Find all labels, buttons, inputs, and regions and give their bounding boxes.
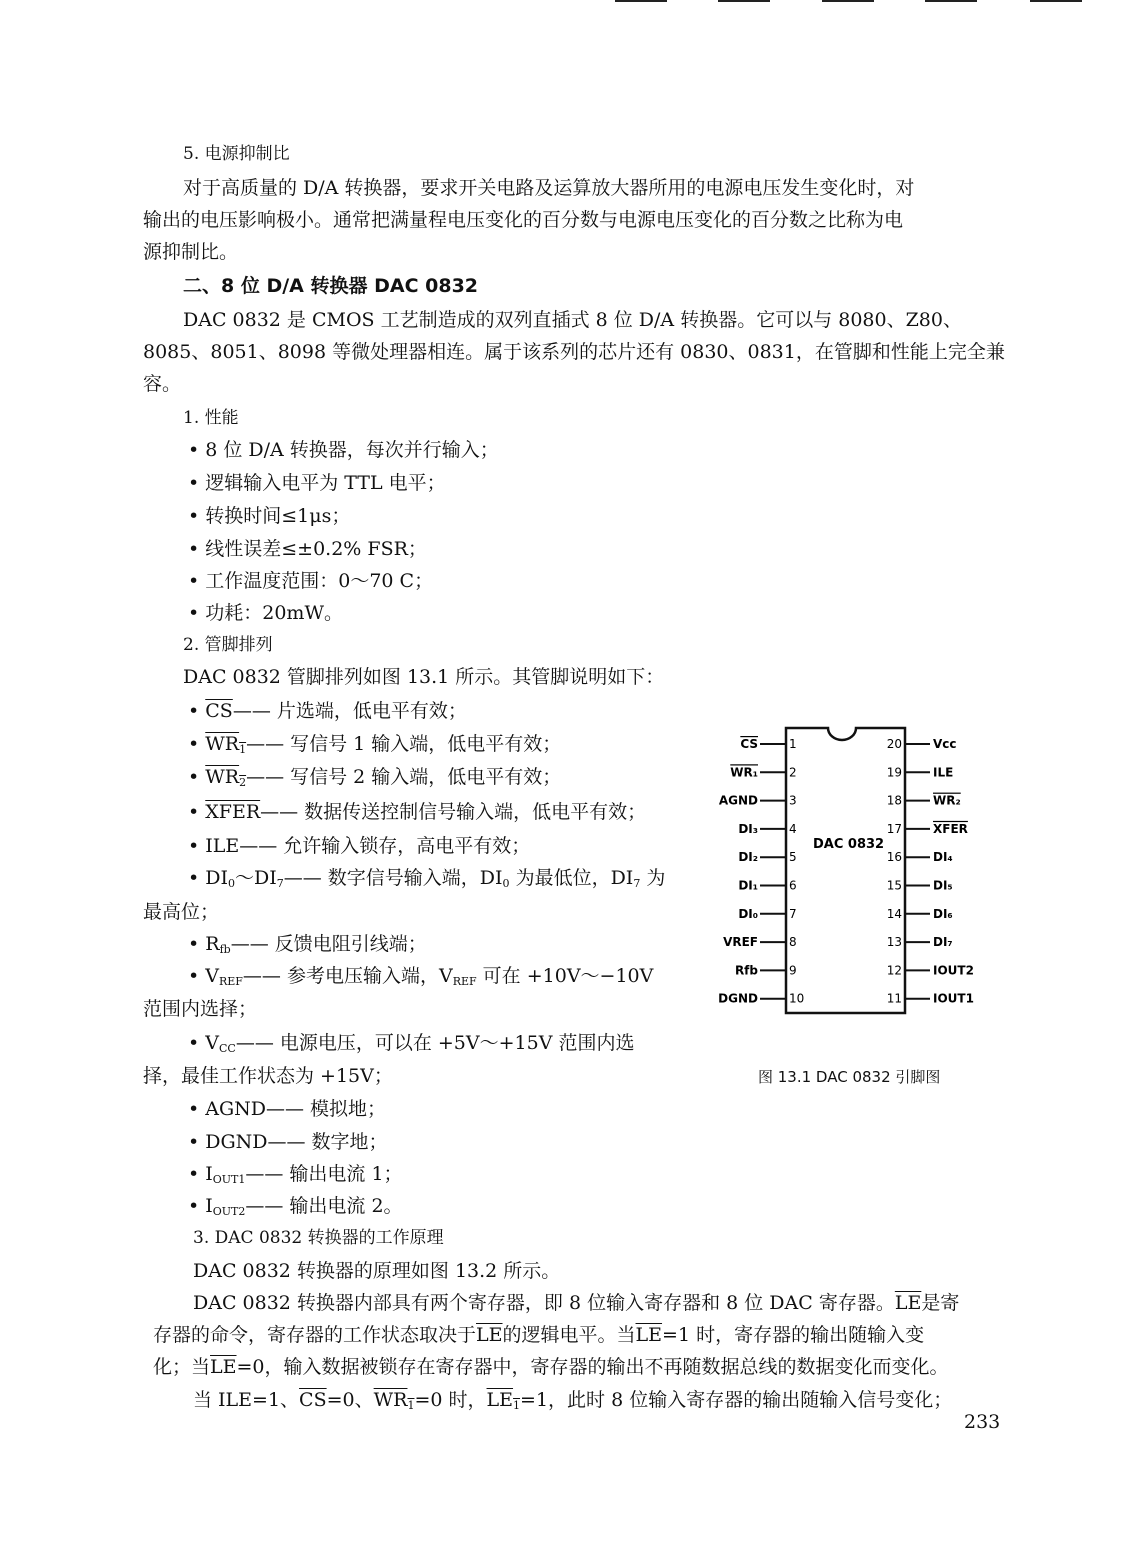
pin-number: 18 [886, 793, 902, 808]
top-rule [822, 0, 874, 2]
wr2-sub: 2 [239, 776, 247, 789]
di-a: • DI [188, 867, 228, 889]
iout2-s: OUT2 [212, 1205, 246, 1218]
top-rule [615, 0, 667, 2]
perf-item: • 功耗：20mW。 [188, 602, 343, 624]
pin-number: 10 [789, 991, 805, 1006]
section3-p3 [153, 1323, 924, 1347]
wr1-term [374, 1389, 415, 1411]
pin-label: DI₇ [933, 935, 953, 950]
vref-s: REF [218, 975, 243, 988]
le1-term [487, 1389, 521, 1411]
section-heading: 二、8 位 D/A 转换器 DAC 0832 [183, 275, 479, 297]
pin-label: XFER [933, 821, 968, 836]
pin-desc-di [188, 866, 665, 890]
vref-b: —— 参考电压输入端，V [242, 965, 453, 987]
pin-label: ILE [933, 765, 954, 780]
rfb-b: —— 反馈电阻引线端； [230, 933, 427, 955]
vcc-b: —— 电源电压，可以在 +5V～+15V 范围内选 [235, 1032, 635, 1054]
perf-item: • 工作温度范围：0～70 C； [188, 570, 434, 592]
figure-caption: 图 13.1 DAC 0832 引脚图 [758, 1068, 941, 1086]
section2-para-line: 容。 [143, 373, 182, 395]
section5-para-line: 对于高质量的 D/A 转换器，要求开关电路及运算放大器所用的电源电压发生变化时，对 [183, 177, 915, 199]
le1-label: LE [486, 1389, 514, 1411]
di-e: 为 [640, 867, 666, 889]
pin-label: Vcc [933, 737, 957, 751]
pin-label: DI₄ [933, 850, 953, 865]
p5b: =0、 [326, 1389, 374, 1411]
pin-number: 5 [789, 850, 797, 865]
wr1-desc: —— 写信号 1 输入端，低电平有效； [246, 733, 562, 755]
section3-p4 [153, 1355, 949, 1379]
top-rule [718, 0, 770, 2]
wr-term-label: WR [373, 1389, 408, 1411]
vref-c: 可在 +10V～−10V [476, 965, 654, 987]
section2-para-line: 8085、8051、8098 等微处理器相连。属于该系列的芯片还有 0830、0831，在管脚和性能上完全兼 [143, 341, 1005, 363]
pin-label: AGND [718, 793, 758, 808]
perf-item: • 转换时间≤1μs； [188, 505, 351, 527]
pin-number: 14 [886, 906, 902, 921]
iout2-a: • I [188, 1195, 213, 1217]
left-pins [718, 737, 804, 1006]
pin-number: 3 [789, 793, 797, 808]
pin-number: 16 [886, 850, 902, 865]
xfer-name: XFER [205, 801, 261, 823]
rfb-s: fb [219, 943, 231, 956]
cs-term: $\overline{CS}$ [299, 1389, 327, 1411]
le1-sub: 1 [513, 1399, 521, 1412]
pin-label: IOUT2 [933, 963, 974, 978]
p4a: 化；当 [153, 1356, 211, 1378]
pin-number: 17 [886, 821, 902, 836]
wr2-name [205, 766, 246, 788]
page-number: 233 [964, 1411, 1001, 1433]
pin-label: WR₂ [933, 793, 961, 808]
vcc-a: • V [188, 1032, 219, 1054]
perf-item: • 线性误差≤±0.2% FSR； [188, 538, 427, 560]
pin-number: 6 [789, 878, 797, 893]
iout1-s: OUT1 [212, 1173, 246, 1186]
wr1-label: WR [205, 733, 240, 755]
pin-desc-cs: • $\overline{CS}——$ 片选端，低电平有效； [188, 700, 467, 722]
di-s0: 0 [228, 877, 235, 890]
perf-item: • 逻辑输入电平为 TTL 电平； [188, 472, 446, 494]
dac0832-pinout-diagram [700, 718, 1000, 1028]
pin-label: Rfb [734, 963, 758, 978]
iout1-b: —— 输出电流 1； [245, 1163, 403, 1185]
pin-number: 7 [789, 906, 797, 921]
pin-desc-vcc-cont: 择，最佳工作状态为 +15V； [143, 1065, 393, 1087]
section3-p2 [193, 1291, 959, 1315]
p5a: 当 ILE=1、 [193, 1389, 300, 1411]
top-rule [1030, 0, 1082, 2]
le-term: $\overline{LE}$ [476, 1324, 503, 1346]
pins-intro: DAC 0832 管脚排列如图 13.1 所示。其管脚说明如下： [183, 666, 665, 688]
section5-heading: 5. 电源抑制比 [183, 144, 290, 164]
wr-term-sub: 1 [407, 1399, 415, 1412]
le-term: $\overline{LE}$ [210, 1356, 237, 1378]
pin-desc-dgnd: • DGND—— 数字地； [188, 1131, 388, 1153]
pin-number: 20 [886, 737, 902, 751]
le-term: $\overline{LE}$ [894, 1292, 922, 1314]
p2a: DAC 0832 转换器内部具有两个寄存器，即 8 位输入寄存器和 8 位 DAC 寄存器。 [193, 1292, 895, 1314]
perf-heading: 1. 性能 [183, 408, 239, 428]
right-pins [887, 737, 974, 1006]
p2b: 是寄 [921, 1292, 960, 1314]
cs-desc: —— 片选端，低电平有效； [232, 700, 467, 722]
pin-desc-di-cont: 最高位； [143, 901, 220, 923]
pin-number: 8 [789, 935, 797, 950]
pin-label: IOUT1 [933, 991, 974, 1006]
pin-number: 13 [886, 935, 902, 950]
di-s0b: 0 [502, 877, 510, 890]
pin-number: 15 [886, 878, 902, 893]
pin-label: WR₁ [730, 765, 758, 780]
di-d: 为最低位，DI [509, 867, 634, 889]
pin-number: 4 [789, 821, 797, 836]
p5d: =1，此时 8 位输入寄存器的输出随输入信号变化； [520, 1389, 953, 1411]
pin-number: 2 [789, 765, 797, 780]
pin-label: DI₆ [933, 906, 953, 921]
section3-p1: DAC 0832 转换器的原理如图 13.2 所示。 [193, 1260, 561, 1282]
xfer-desc: —— 数据传送控制信号输入端，低电平有效； [260, 801, 647, 823]
pin-label: DI₅ [933, 878, 953, 893]
section3-p5 [193, 1388, 952, 1412]
pin-desc-vref-cont: 范围内选择； [143, 998, 258, 1020]
di-b: ～DI [235, 867, 277, 889]
pin-label: DGND [718, 991, 758, 1006]
wr1-name [205, 733, 246, 755]
pin-number: 12 [886, 963, 902, 978]
pin-label: DI₁ [738, 878, 758, 893]
section3-heading: 3. DAC 0832 转换器的工作原理 [193, 1228, 444, 1248]
p3c: =1 时，寄存器的输出随输入变 [662, 1324, 925, 1346]
pin-desc-iout2 [188, 1194, 403, 1218]
wr2-label: WR [205, 766, 240, 788]
top-rule [925, 0, 977, 2]
pin-desc-vcc [188, 1031, 634, 1055]
perf-item: • 8 位 D/A 转换器，每次并行输入； [188, 439, 499, 461]
pin-desc-wr2: • $WR_2——$ 写信号 2 输入端，低电平有效； [188, 766, 562, 789]
pin-label: DI₂ [738, 850, 758, 865]
vref-s2: REF [452, 975, 477, 988]
cs-name: $\overline{CS}$ [205, 700, 233, 722]
section5-para-line: 源抑制比。 [143, 241, 239, 263]
di-s7: 7 [276, 877, 284, 890]
pin-label: DI₃ [738, 821, 758, 836]
pin-desc-agnd: • AGND—— 模拟地； [188, 1098, 387, 1120]
pins-heading: 2. 管脚排列 [183, 635, 273, 655]
pin-desc-xfer: • XFER—— 数据传送控制信号输入端，低电平有效； [188, 801, 647, 823]
wr2-desc: —— 写信号 2 输入端，低电平有效； [246, 766, 562, 788]
section2-para-line: DAC 0832 是 CMOS 工艺制造成的双列直插式 8 位 D/A 转换器。它可以与 8080、Z80、 [183, 309, 962, 331]
pin-label: DI₀ [738, 906, 758, 921]
pin-label: VREF [723, 935, 758, 950]
di-s7b: 7 [633, 877, 641, 890]
pin-desc-rfb [188, 932, 427, 956]
iout1-a: • I [188, 1163, 213, 1185]
vref-a: • V [188, 965, 219, 987]
p3a: 存器的命令，寄存器的工作状态取决于 [153, 1324, 477, 1346]
vcc-s: CC [218, 1042, 236, 1055]
pin-number: 9 [789, 963, 797, 978]
pin-desc-ile: • ILE—— 允许输入锁存，高电平有效； [188, 835, 531, 857]
pin-number: 1 [789, 737, 797, 751]
iout2-b: —— 输出电流 2。 [245, 1195, 403, 1217]
p5c: =0 时， [414, 1389, 487, 1411]
pin-label: CS [740, 737, 758, 751]
le-term: $\overline{LE}$ [635, 1324, 663, 1346]
p3b: 的逻辑电平。当 [502, 1324, 636, 1346]
wr1-sub: 1 [239, 743, 247, 756]
di-c: —— 数字信号输入端，DI [283, 867, 503, 889]
pin-number: 19 [886, 765, 902, 780]
p4b: =0，输入数据被锁存在寄存器中，寄存器的输出不再随数据总线的数据变化而变化。 [236, 1356, 949, 1378]
section5-para-line: 输出的电压影响极小。通常把满量程电压变化的百分数与电源电压变化的百分数之比称为电 [143, 209, 904, 231]
pin-desc-vref [188, 964, 653, 988]
pin-desc-iout1 [188, 1162, 403, 1186]
pin-desc-wr1: • $WR_1——$ 写信号 1 输入端，低电平有效； [188, 733, 562, 756]
chip-label: DAC 0832 [813, 837, 885, 852]
pin-number: 11 [886, 991, 902, 1006]
rfb-a: • R [188, 933, 220, 955]
